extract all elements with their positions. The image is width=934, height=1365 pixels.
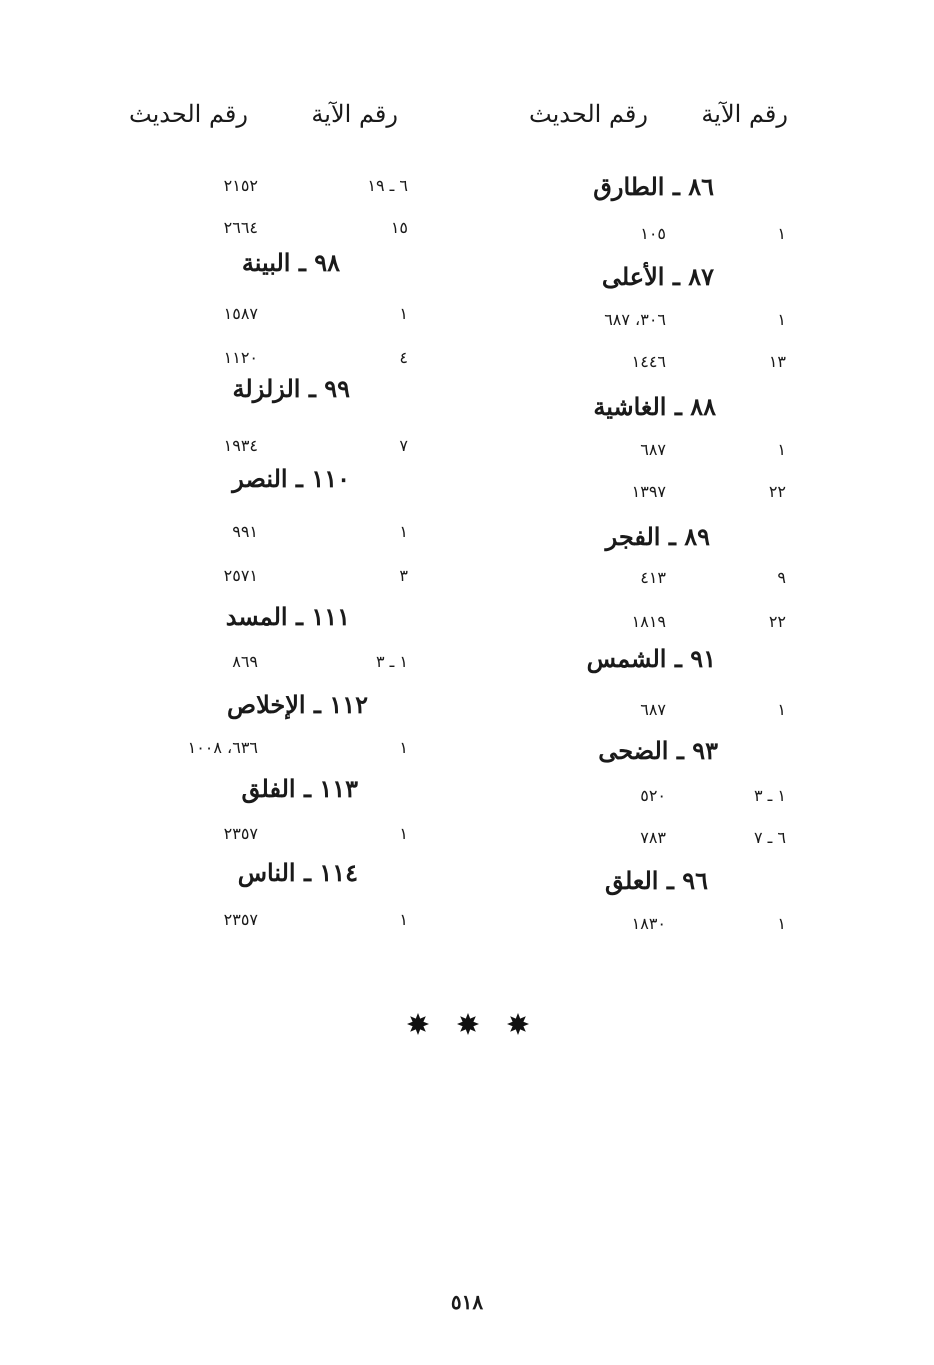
hadith-number: ١٣٩٧ <box>631 482 666 501</box>
surah-heading: ٩٨ ـ البينة <box>241 248 340 277</box>
ayah-number: ٧ <box>399 436 408 455</box>
hadith-number: ١٨١٩ <box>631 612 666 631</box>
hadith-number: ١٨٣٠ <box>631 914 666 933</box>
ayah-number: ١ <box>777 440 786 459</box>
ayah-number: ١ <box>777 310 786 329</box>
hadith-number: ٢٣٥٧ <box>223 824 258 843</box>
surah-heading: ١١٠ ـ النصر <box>232 464 350 493</box>
hadith-number: ١٠٥ <box>640 224 666 243</box>
hadith-number: ١٥٨٧ <box>223 304 258 323</box>
ayah-number: ١ ـ ٣ <box>753 786 786 805</box>
hadith-number: ٦٨٧ <box>640 700 666 719</box>
section-end-ornament <box>406 1012 530 1036</box>
ayah-number: ٦ ـ ٧ <box>753 828 786 847</box>
hadith-number: ١٤٤٦ <box>631 352 666 371</box>
ayah-number: ٢٢ <box>768 612 786 631</box>
hadith-number: ٩٩١ <box>232 522 258 541</box>
ayah-number: ٩ <box>777 568 786 587</box>
surah-heading: ٩٦ ـ العلق <box>604 866 708 895</box>
hadith-number: ٤١٣ <box>640 568 666 587</box>
surah-heading: ٨٨ ـ الغاشية <box>593 392 716 421</box>
surah-heading: ٩١ ـ الشمس <box>586 644 716 673</box>
right-header-hadith: رقم الحديث <box>529 100 648 128</box>
page-number: ٥١٨ <box>450 1290 484 1314</box>
ayah-number: ١ ـ ٣ <box>375 652 408 671</box>
ayah-number: ١ <box>399 910 408 929</box>
ayah-number: ١٥ <box>390 218 408 237</box>
hadith-number: ٦٣٦، ١٠٠٨ <box>187 738 258 757</box>
ayah-number: ١ <box>399 522 408 541</box>
surah-heading: ١١١ ـ المسد <box>225 602 350 631</box>
left-header-hadith: رقم الحديث <box>129 100 248 128</box>
rosette-star-icon <box>506 1012 530 1036</box>
ayah-number: ٣ <box>399 566 408 585</box>
surah-heading: ١١٣ ـ الفلق <box>241 774 358 803</box>
rosette-star-icon <box>456 1012 480 1036</box>
hadith-number: ١١٢٠ <box>223 348 258 367</box>
hadith-number: ٣٠٦، ٦٨٧ <box>604 310 666 329</box>
left-header-ayah: رقم الآية <box>311 100 398 128</box>
ayah-number: ١ <box>399 824 408 843</box>
hadith-number: ٢٦٦٤ <box>223 218 258 237</box>
hadith-number: ٢٣٥٧ <box>223 910 258 929</box>
surah-heading: ٨٩ ـ الفجر <box>605 522 710 551</box>
hadith-number: ٢٥٧١ <box>223 566 258 585</box>
right-header-ayah: رقم الآية <box>701 100 788 128</box>
hadith-number: ١٩٣٤ <box>223 436 258 455</box>
hadith-number: ٨٦٩ <box>232 652 258 671</box>
ayah-number: ١ <box>777 224 786 243</box>
surah-heading: ٩٣ ـ الضحى <box>598 736 718 765</box>
surah-heading: ٨٧ ـ الأعلى <box>601 262 714 291</box>
surah-heading: ٩٩ ـ الزلزلة <box>232 374 350 403</box>
hadith-number: ٧٨٣ <box>640 828 666 847</box>
ayah-number: ١ <box>399 738 408 757</box>
ayah-number: ١ <box>777 700 786 719</box>
surah-heading: ١١٢ ـ الإخلاص <box>227 690 368 719</box>
surah-heading: ٨٦ ـ الطارق <box>593 172 714 201</box>
hadith-number: ٦٨٧ <box>640 440 666 459</box>
ayah-number: ١ <box>399 304 408 323</box>
ayah-number: ٢٢ <box>768 482 786 501</box>
surah-heading: ١١٤ ـ الناس <box>237 858 358 887</box>
rosette-star-icon <box>406 1012 430 1036</box>
hadith-number: ٥٢٠ <box>640 786 666 805</box>
ayah-number: ١ <box>777 914 786 933</box>
hadith-number: ٢١٥٢ <box>223 176 258 195</box>
ayah-number: ١٣ <box>768 352 786 371</box>
ayah-number: ٤ <box>399 348 408 367</box>
ayah-number: ٦ ـ ١٩ <box>367 176 408 195</box>
